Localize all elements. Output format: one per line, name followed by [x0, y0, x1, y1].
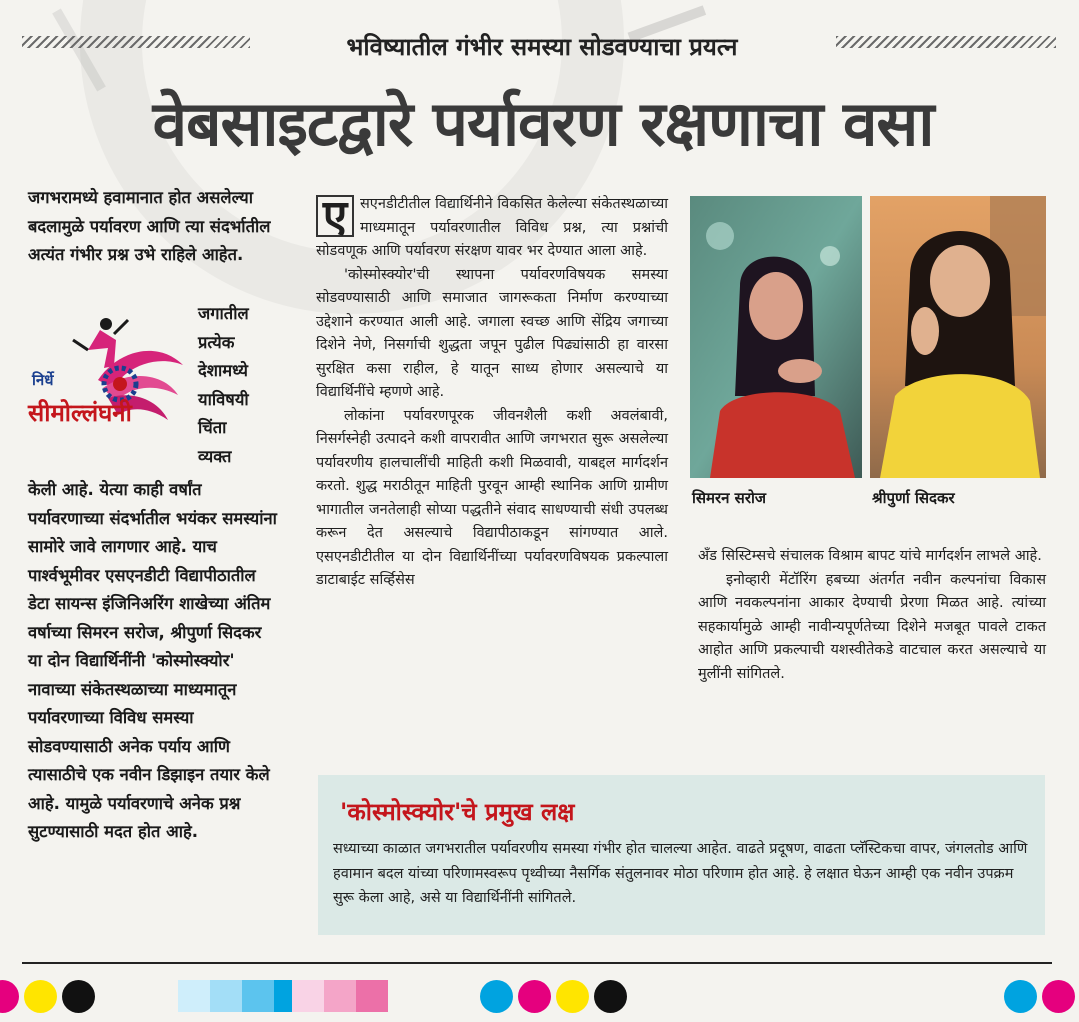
simollanghan-logo	[28, 310, 188, 440]
left-column-rest	[28, 476, 278, 847]
color-bar-cyan-10	[178, 980, 210, 1012]
middle-para-1-text: सएनडीटीतील विद्यार्थिनीने विकसित केलेल्या संकेतस्थळाच्या माध्यमातून पर्यावरणातील विविध प्रश्न, त्या प्रश्नांची सोडवणूक आणि पर्यावरण संरक्षण यावर भर देण्यात आला आहे.	[316, 196, 668, 259]
intro-text: जगभरामध्ये हवामानात होत असलेल्या बदलामुळे पर्यावरण आणि त्या संदर्भातील अत्यंत गंभीर प्रश्न उभे राहिले आहेत.	[28, 188, 271, 264]
highlight-box-title: 'कोस्मोस्क्योर'चे प्रमुख लक्ष	[340, 798, 575, 826]
photo-caption-2: श्रीपुर्णा सिदकर	[872, 489, 955, 507]
beside-logo-line: प्रत्येक	[198, 332, 235, 352]
highlight-box	[318, 775, 1045, 935]
right-column	[698, 545, 1046, 686]
photo-caption-1: सिमरन सरोज	[692, 489, 766, 507]
kicker-hatch-left	[22, 36, 250, 48]
right-para-2: इनोव्हारी मेंटॉरिंग हबच्या अंतर्गत नवीन कल्पनांचा विकास आणि नवकल्पनांना आकार देण्याची प्रेरणा मिळत आहे. त्यांच्या सहकार्यामुळे आम्ही नावीन्यपूर्णतेच्या दिशेने मजबूत पावले टाकत आहोत आणि प्रकल्पाची यशस्वीतेकडे वाटचाल करत असल्याचे या मुलींनी सांगितले.	[698, 571, 1046, 682]
beside-logo-line: याविषयी	[198, 389, 249, 409]
photo-simran-saroj	[690, 196, 862, 478]
left-rest-text: केली आहे. येत्या काही वर्षांत पर्यावरणाच्या संदर्भातील भयंकर समस्यांना सामोरे जावे लागणार आहे. याच पार्श्वभूमीवर एसएनडीटी विद्यापीठातील डेटा सायन्स इंजिनिअरिंग शाखेच्या अंतिम वर्षाच्या सिमरन सरोज, श्रीपुर्णा सिदकर या दोन विद्यार्थिनींनी 'कोस्मोस्क्योर' नावाच्या संकेतस्थळाच्या माध्यमातून पर्यावरणाच्या विविध समस्या सोडवण्यासाठी अनेक पर्याय आणि त्यासाठीचे एक नवीन डिझाइन तयार केले आहे. यामुळे पर्यावरणाचे अनेक प्रश्न सुटण्यासाठी मदत होत आहे.	[28, 480, 277, 841]
color-bar-cyan-30	[210, 980, 242, 1012]
logo-line2: सीमोल्लंघनी	[28, 398, 132, 427]
registration-dot-cyan	[1004, 980, 1037, 1013]
middle-para-2: 'कोस्मोस्क्योर'ची स्थापना पर्यावरणविषयक समस्या सोडवण्यासाठी आणि समाजात जागरूकता निर्माण करण्याच्या उद्देशाने करण्यात आली आहे. जगाला स्वच्छ आणि सेंद्रिय जगाच्या दिशेने नेणे, निसर्गाची शुद्धता जपून पुढील पिढ्यांसाठी हा वारसा सुरक्षित कसा राहील, हे यातून साध्य होणार असल्याचे या विद्यार्थिनींचे म्हणणे आहे.	[316, 266, 668, 400]
registration-dot-black	[594, 980, 627, 1013]
kicker-hatch-right	[836, 36, 1056, 48]
color-bar-cyan-60	[242, 980, 274, 1012]
middle-column	[316, 193, 668, 593]
registration-dot-cyan	[480, 980, 513, 1013]
kicker: भविष्यातील गंभीर समस्या सोडवण्याचा प्रयत्न	[346, 33, 738, 61]
registration-dot-magenta	[1042, 980, 1075, 1013]
photo-shripurna-sidkar	[870, 196, 1046, 478]
dropcap: ए	[316, 195, 354, 237]
color-bar-magenta-30	[324, 980, 356, 1012]
beside-logo-line: चिंता	[198, 418, 227, 437]
registration-dot-magenta	[0, 980, 19, 1013]
footer-rule	[22, 962, 1052, 964]
color-bar-magenta-10	[292, 980, 324, 1012]
registration-dot-yellow	[24, 980, 57, 1013]
registration-dot-magenta	[518, 980, 551, 1013]
beside-logo-line: देशामध्ये	[198, 361, 248, 380]
left-column-beside-logo	[198, 300, 280, 471]
highlight-box-text: सध्याच्या काळात जगभरातील पर्यावरणीय समस्या गंभीर होत चालल्या आहेत. वाढते प्रदूषण, वाढता प्लॅस्टिकचा वापर, जंगलतोड आणि हवामान बदल यांच्या परिणामस्वरूप पृथ्वीच्या नैसर्गिक संतुलनावर मोठा परिणाम होत आहे. हे लक्षात घेऊन आम्ही एक नवीन उपक्रम सुरू केला आहे, असे या विद्यार्थिनींनी सांगितले.	[333, 841, 1028, 906]
beside-logo-line: व्यक्त	[198, 446, 232, 466]
registration-dot-black	[62, 980, 95, 1013]
headline: वेबसाइटद्वारे पर्यावरण रक्षणाचा वसा	[152, 87, 934, 160]
right-para-1: अँड सिस्टिम्सचे संचालक विश्राम बापट यांचे मार्गदर्शन लाभले आहे.	[698, 548, 1042, 564]
middle-para-3: लोकांना पर्यावरणपूरक जीवनशैली कशी अवलंबावी, निसर्गस्नेही उत्पादने कशी वापरावीत आणि जगभरात सुरू असलेल्या पर्यावरणीय हालचालींची माहिती कशी मिळवावी, याबद्दल मार्गदर्शन करतो. शुद्ध मराठीतून माहिती पुरवून आम्ही स्थानिक आणि ग्रामीण भागातील जनतेलाही सोप्या पद्धतीने संवाद साधण्याची संधी उपलब्ध करून देत असल्याचे विद्यापीठाकडून सांगण्यात आले. एसएनडीटीतील या दोन विद्यार्थिनींच्या पर्यावरणविषयक प्रकल्पाला डाटाबाईट सर्व्हिसेस	[316, 407, 668, 588]
color-bar-magenta-60	[356, 980, 388, 1012]
left-column-intro	[28, 184, 278, 270]
middle-para-1	[316, 193, 668, 264]
registration-dot-yellow	[556, 980, 589, 1013]
logo-line1: निर्धे	[32, 371, 54, 389]
beside-logo-line: जगातील	[198, 304, 249, 323]
